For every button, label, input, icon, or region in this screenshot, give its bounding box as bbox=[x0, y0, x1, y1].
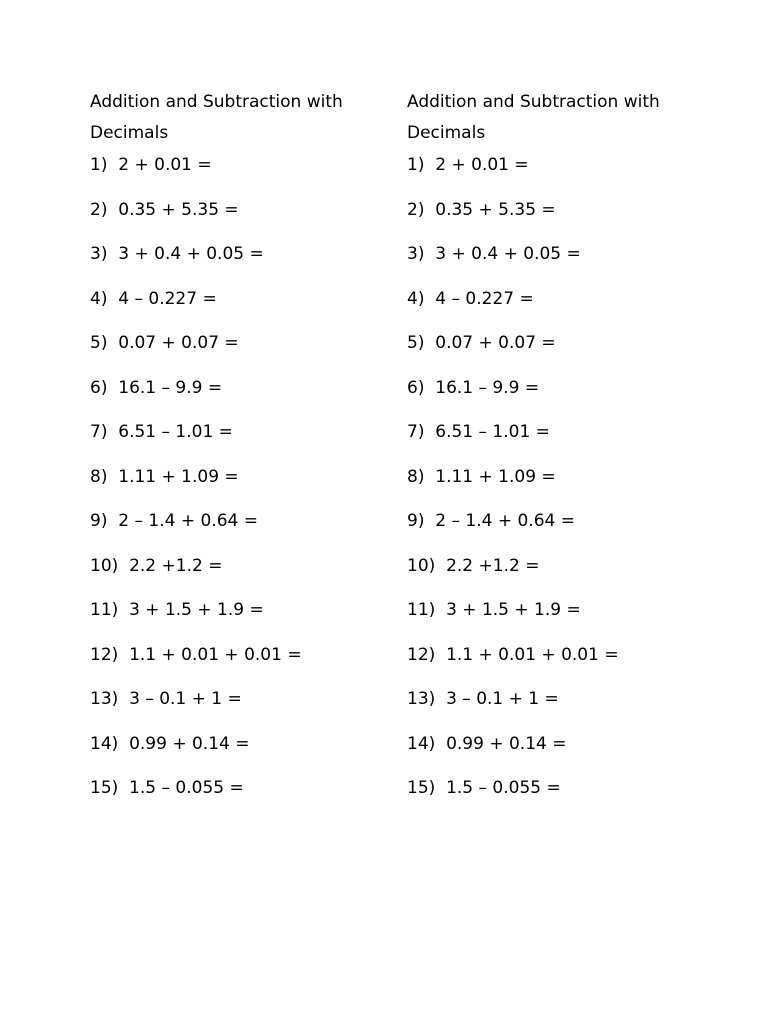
problem-number: 13) bbox=[90, 689, 119, 709]
problem-item bbox=[90, 688, 380, 733]
problem-number: 3) bbox=[90, 244, 108, 264]
problem-item bbox=[407, 777, 697, 822]
problem-item bbox=[90, 599, 380, 644]
problem-item bbox=[407, 555, 697, 600]
problem-list bbox=[407, 154, 697, 822]
problem-number: 15) bbox=[407, 778, 436, 798]
worksheet-column-right bbox=[407, 87, 697, 822]
problem-number: 10) bbox=[90, 555, 119, 576]
problem-expression: 2 – 1.4 + 0.64 = bbox=[435, 511, 575, 531]
problem-expression: 3 – 0.1 + 1 = bbox=[129, 689, 242, 709]
problem-item bbox=[90, 733, 380, 778]
problem-number: 6) bbox=[407, 377, 425, 398]
problem-item bbox=[407, 377, 697, 422]
problem-expression: 1.5 – 0.055 = bbox=[129, 778, 244, 798]
problem-item bbox=[90, 243, 380, 288]
problem-item bbox=[407, 510, 697, 555]
problem-expression: 0.07 + 0.07 = bbox=[435, 333, 556, 353]
problem-number: 12) bbox=[407, 644, 436, 665]
problem-number: 7) bbox=[407, 422, 425, 442]
problem-item bbox=[407, 733, 697, 778]
problem-number: 1) bbox=[90, 155, 108, 175]
problem-expression: 16.1 – 9.9 = bbox=[435, 377, 540, 398]
problem-expression: 3 + 0.4 + 0.05 = bbox=[118, 244, 264, 264]
problem-item bbox=[90, 466, 380, 511]
problem-expression: 2.2 +1.2 = bbox=[446, 555, 540, 576]
problem-expression: 1.1 + 0.01 + 0.01 = bbox=[129, 644, 302, 665]
worksheet-title: Addition and Subtraction with Decimals bbox=[90, 92, 343, 143]
problem-number: 1) bbox=[407, 155, 425, 175]
problem-expression: 4 – 0.227 = bbox=[118, 288, 217, 309]
problem-item bbox=[407, 288, 697, 333]
problem-expression: 3 + 1.5 + 1.9 = bbox=[446, 600, 581, 620]
problem-number: 12) bbox=[90, 644, 119, 665]
problem-number: 14) bbox=[407, 733, 436, 754]
problem-item bbox=[407, 644, 697, 689]
problem-number: 7) bbox=[90, 422, 108, 442]
problem-expression: 1.11 + 1.09 = bbox=[435, 466, 556, 487]
problem-expression: 0.99 + 0.14 = bbox=[129, 733, 250, 754]
problem-expression: 3 – 0.1 + 1 = bbox=[446, 689, 559, 709]
problem-expression: 3 + 0.4 + 0.05 = bbox=[435, 244, 581, 264]
problem-number: 3) bbox=[407, 244, 425, 264]
problem-expression: 2 + 0.01 = bbox=[435, 155, 529, 175]
problem-number: 11) bbox=[407, 600, 436, 620]
problem-expression: 0.35 + 5.35 = bbox=[435, 199, 556, 220]
problem-expression: 1.11 + 1.09 = bbox=[118, 466, 239, 487]
problem-number: 13) bbox=[407, 689, 436, 709]
problem-list bbox=[90, 154, 380, 822]
problem-number: 2) bbox=[90, 199, 108, 220]
problem-number: 14) bbox=[90, 733, 119, 754]
problem-item bbox=[90, 332, 380, 377]
problem-item bbox=[407, 332, 697, 377]
problem-expression: 4 – 0.227 = bbox=[435, 288, 534, 309]
problem-item bbox=[407, 599, 697, 644]
problem-item bbox=[90, 421, 380, 466]
problem-expression: 0.35 + 5.35 = bbox=[118, 199, 239, 220]
problem-number: 8) bbox=[407, 466, 425, 487]
problem-item bbox=[90, 288, 380, 333]
problem-number: 4) bbox=[407, 288, 425, 309]
problem-number: 10) bbox=[407, 555, 436, 576]
problem-expression: 16.1 – 9.9 = bbox=[118, 377, 223, 398]
worksheet-column-left bbox=[90, 87, 380, 822]
problem-expression: 0.07 + 0.07 = bbox=[118, 333, 239, 353]
problem-expression: 2 – 1.4 + 0.64 = bbox=[118, 511, 258, 531]
problem-item bbox=[90, 644, 380, 689]
problem-item bbox=[90, 377, 380, 422]
problem-number: 4) bbox=[90, 288, 108, 309]
problem-item bbox=[90, 199, 380, 244]
problem-item bbox=[407, 243, 697, 288]
problem-expression: 2.2 +1.2 = bbox=[129, 555, 223, 576]
problem-item bbox=[90, 555, 380, 600]
problem-number: 2) bbox=[407, 199, 425, 220]
problem-item bbox=[407, 466, 697, 511]
problem-expression: 0.99 + 0.14 = bbox=[446, 733, 567, 754]
worksheet-title: Addition and Subtraction with Decimals bbox=[407, 92, 660, 143]
problem-item bbox=[90, 510, 380, 555]
problem-number: 6) bbox=[90, 377, 108, 398]
problem-item bbox=[90, 777, 380, 822]
problem-number: 8) bbox=[90, 466, 108, 487]
problem-number: 15) bbox=[90, 778, 119, 798]
problem-expression: 6.51 – 1.01 = bbox=[435, 422, 550, 442]
problem-number: 5) bbox=[407, 333, 425, 353]
problem-item bbox=[407, 688, 697, 733]
problem-expression: 2 + 0.01 = bbox=[118, 155, 212, 175]
problem-number: 9) bbox=[407, 511, 425, 531]
problem-expression: 1.1 + 0.01 + 0.01 = bbox=[446, 644, 619, 665]
problem-expression: 3 + 1.5 + 1.9 = bbox=[129, 600, 264, 620]
problem-number: 9) bbox=[90, 511, 108, 531]
problem-number: 5) bbox=[90, 333, 108, 353]
problem-item bbox=[407, 199, 697, 244]
problem-expression: 6.51 – 1.01 = bbox=[118, 422, 233, 442]
problem-item bbox=[407, 154, 697, 199]
problem-number: 11) bbox=[90, 600, 119, 620]
problem-item bbox=[90, 154, 380, 199]
problem-expression: 1.5 – 0.055 = bbox=[446, 778, 561, 798]
problem-item bbox=[407, 421, 697, 466]
